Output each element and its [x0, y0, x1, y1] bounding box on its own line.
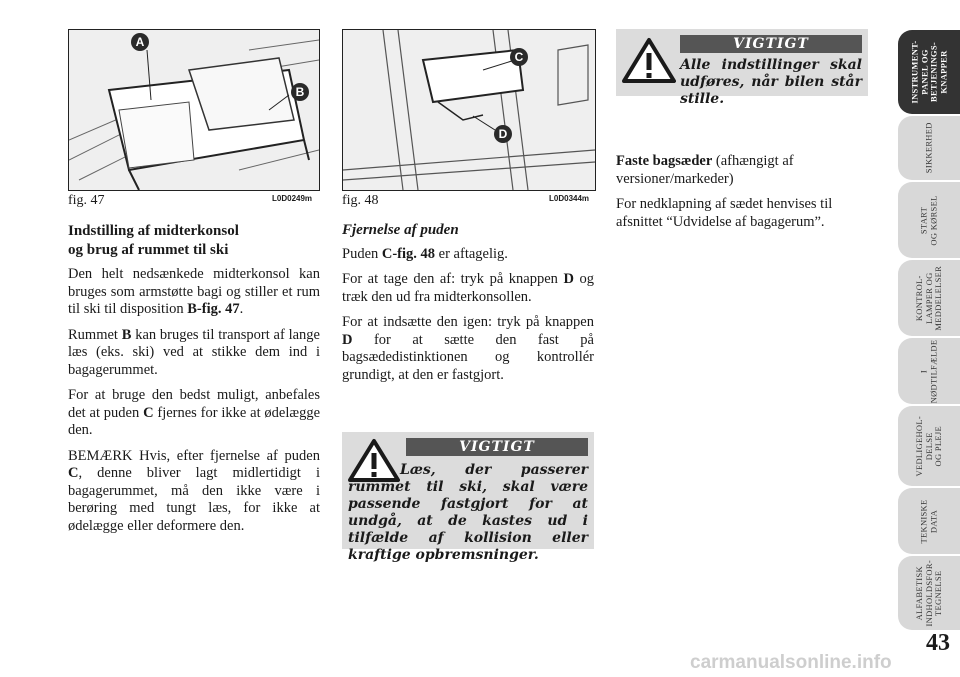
- figure-47: [68, 29, 320, 191]
- paragraph-1: For nedklapning af sædet henvises til afsnittet “Udvidelse af bagagerum”.: [616, 196, 833, 230]
- paragraph-2: For at tage den af: tryk på knappen D og træk den ud fra midterkonsollen.: [342, 271, 595, 305]
- figure-47-illustration: [69, 30, 319, 190]
- paragraph-3: For at indsætte den igen: tryk på knappen D for at sætte den fast på bagsædedistinktionen og kontrollér grundigt, at den er fastgjort.: [342, 314, 594, 383]
- svg-text:C: C: [514, 50, 524, 64]
- figure-47-code: L0D0249m: [272, 194, 313, 203]
- svg-text:D: D: [498, 127, 508, 141]
- svg-text:A: A: [135, 35, 145, 49]
- paragraph-3: For at bruge den bedst muligt, anbefales det at puden C fjernes for ikke at ødelægge den.: [68, 387, 321, 438]
- callout-d: [494, 125, 512, 143]
- warning-text: Læs, der passerer rummet til ski, skal være passende fastgjort for at undgå, at de kastes ud i tilfælde af kollision eller kraftige opbremsninger.: [348, 462, 588, 563]
- warning-triangle-icon: [622, 37, 676, 83]
- paragraph-note: BEMÆRK Hvis, efter fjernelse af puden C, denne bliver lagt midlertidigt i bagagerummet, må den ikke være i berøring med tungt læs, for ikke at ødelægge eller deformere den.: [68, 447, 320, 534]
- tab-kontrollamper[interactable]: KONTROL- LAMPER OG MEDDELELSER: [898, 260, 960, 336]
- tab-i-nodtilfaelde[interactable]: I NØDTILFÆLDE: [898, 338, 960, 404]
- figure-48-illustration: [343, 30, 595, 190]
- callout-a: [131, 33, 149, 51]
- warning-title: VIGTIGT: [406, 438, 588, 456]
- figure-48: [342, 29, 596, 191]
- column-3: [616, 153, 868, 239]
- section-heading: Indstilling af midterkonsol og brug af rummet til ski: [68, 223, 239, 258]
- warning-box-ski: [342, 432, 594, 563]
- figure-47-caption: fig. 47: [68, 193, 105, 208]
- column-2: [342, 222, 594, 392]
- paragraph-2: Rummet B kan bruges til transport af lange læs (eks. ski) ved at stikke dem ind i bagagerummet.: [68, 326, 320, 378]
- tab-vedligeholdelse[interactable]: VEDLIGEHOL- DELSE OG PLEJE: [898, 406, 960, 486]
- tab-tekniske-data[interactable]: TEKNISKE DATA: [898, 488, 960, 554]
- warning-text: Alle indstillinger skal udføres, når bilen står stille.: [680, 57, 862, 107]
- tab-instrumentpanel[interactable]: INSTRUMENT- PANEL OG BETJENINGS- KNAPPER: [898, 30, 960, 114]
- paragraph-1: Den helt nedsænkede midterkonsol kan bruges som armstøtte bagi og stiller et rum til ski til disposition B-fig. 47.: [68, 266, 320, 317]
- column-1: [68, 222, 320, 543]
- warning-title: VIGTIGT: [680, 35, 862, 53]
- page-number: 43: [926, 630, 950, 656]
- tab-sikkerhed[interactable]: SIKKERHED: [898, 116, 960, 180]
- callout-c: [510, 48, 528, 66]
- tab-alfabetisk-indhold[interactable]: ALFABETISK INDHOLDSFOR- TEGNELSE: [898, 556, 960, 630]
- tab-start-og-korsel[interactable]: START OG KØRSEL: [898, 182, 960, 258]
- svg-text:B: B: [295, 85, 305, 99]
- figure-48-caption: fig. 48: [342, 193, 379, 208]
- callout-b: [291, 83, 309, 101]
- watermark: carmanualsonline.info: [690, 652, 892, 673]
- section-heading: Faste bagsæder (afhængigt af versioner/markeder): [616, 153, 794, 187]
- paragraph-1: Puden C-fig. 48 er aftagelig.: [342, 245, 508, 262]
- warning-box-settings: [616, 29, 868, 107]
- subsection-heading: Fjernelse af puden: [342, 222, 459, 238]
- figure-48-code: L0D0344m: [549, 194, 590, 203]
